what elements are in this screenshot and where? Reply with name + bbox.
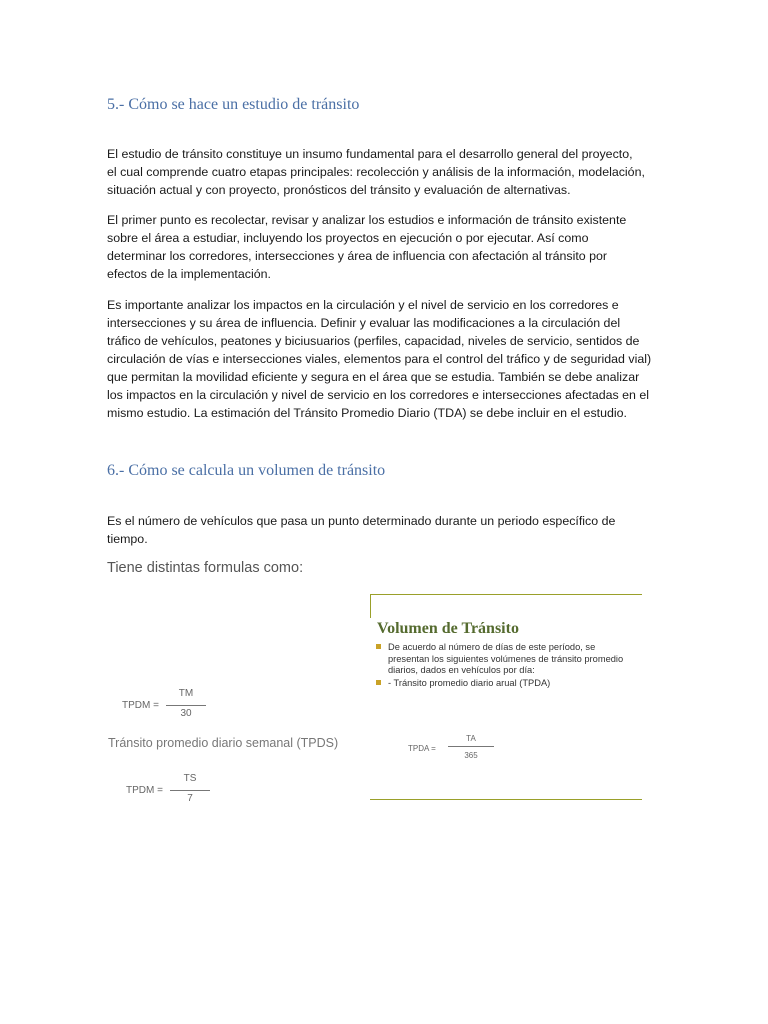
tpds-label: Tránsito promedio diario semanal (TPDS)	[108, 736, 339, 750]
text-line: el cual comprende cuatro etapas principales: recolección y análisis de la información, modelación,	[107, 165, 645, 179]
text-line: determinar los corredores, intersecciones y área de influencia con afectación al tránsito por	[107, 249, 608, 263]
text-line: El primer punto es recolectar, revisar y analizar los estudios e información de tránsito existente	[107, 213, 627, 227]
slide-bullet-list	[374, 642, 636, 690]
fraction-bar	[448, 746, 494, 747]
text-line: los impactos en la circulación y nivel de servicio en los corredores e intersecciones afectadas en el	[107, 388, 650, 402]
section-5-paragraph-3	[107, 296, 659, 422]
text-line: efectos de la implementación.	[107, 267, 271, 281]
square-bullet-icon	[376, 680, 381, 685]
section-5-paragraph-2	[107, 211, 659, 283]
text-line: tráfico de vehículos, peatones y biciusuarios (perfiles, capacidad, niveles de servicio, sentidos de	[107, 334, 640, 348]
formula-lhs: TPDM =	[126, 785, 163, 796]
fraction-bar	[170, 790, 210, 791]
formula-denominator: 30	[180, 708, 192, 719]
section-6-paragraph-1	[107, 512, 659, 548]
slide-title: Volumen de Tránsito	[377, 620, 519, 637]
slide-bullet-text: De acuerdo al número de días de este período, se presentan los siguientes volúmenes de tránsito promedio diarios, dados en vehículos por día:	[388, 642, 624, 675]
text-line: Es el número de vehículos que pasa un punto determinado durante un periodo específico de	[107, 514, 616, 528]
slide-volumen-de-transito	[370, 594, 642, 800]
text-line: circulación de vías e intersecciones viales, elementos para el control del tráfico y de seguridad vial)	[107, 352, 652, 366]
text-line: tiempo.	[107, 532, 148, 546]
slide-bullet-item	[374, 678, 636, 690]
text-line: que permitan la movilidad eficiente y segura en el área que se estudia. También se debe analizar	[107, 370, 640, 384]
formula-numerator: TS	[183, 773, 197, 784]
formula-tpdm-monthly	[118, 688, 218, 724]
text-line: mismo estudio. La estimación del Tránsito Promedio Diario (TDA) se debe incluir en el estudio.	[107, 406, 627, 420]
formula-denominator: 7	[187, 793, 193, 804]
text-line: situación actual y con proyecto, pronósticos del tránsito y evaluación de alternativas.	[107, 183, 571, 197]
slide-bullet-item	[374, 642, 636, 677]
formula-tpda	[408, 734, 518, 768]
text-line: Es importante analizar los impactos en la circulación y el nivel de servicio en los corredores e	[107, 298, 619, 312]
fraction-bar	[166, 705, 206, 706]
formula-denominator: 365	[464, 751, 478, 760]
section-6-heading: 6.- Cómo se calcula un volumen de tránsito	[107, 462, 386, 479]
formula-numerator: TM	[178, 688, 194, 699]
section-6-paragraph-2: Tiene distintas formulas como:	[107, 560, 304, 576]
section-5-paragraph-1	[107, 145, 659, 199]
text-line: sobre el área a estudiar, incluyendo los proyectos en ejecución o por ejecutar. Así como	[107, 231, 589, 245]
formula-tpdm-weekly	[124, 773, 224, 809]
section-5-heading: 5.- Cómo se hace un estudio de tránsito	[107, 96, 360, 113]
slide-left-rule	[370, 594, 371, 618]
slide-top-rule	[370, 594, 642, 595]
formula-lhs: TPDM =	[122, 700, 159, 711]
text-line: intersecciones y su área de influencia. Definir y evaluar las modificaciones a la circulación del	[107, 316, 621, 330]
text-line: El estudio de tránsito constituye un insumo fundamental para el desarrollo general del proyecto,	[107, 147, 633, 161]
slide-bottom-rule	[370, 799, 642, 800]
formula-lhs: TPDA =	[408, 744, 436, 753]
formula-numerator: TA	[466, 734, 476, 743]
slide-bullet-text: - Tránsito promedio diario arual (TPDA)	[388, 677, 551, 688]
square-bullet-icon	[376, 644, 381, 649]
